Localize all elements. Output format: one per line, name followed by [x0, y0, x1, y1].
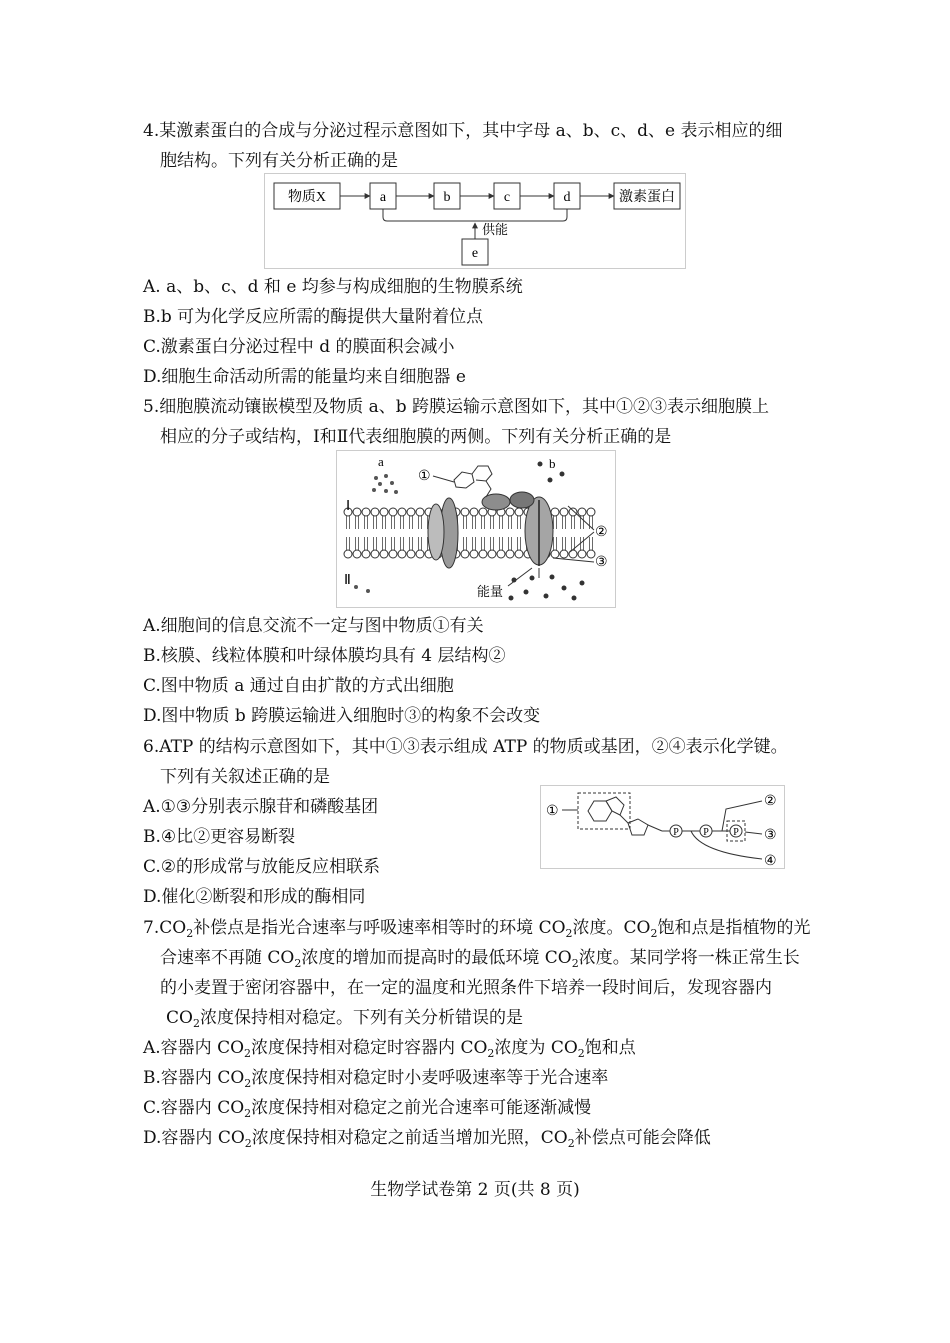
- q4-label-product: 激素蛋白: [619, 190, 675, 205]
- q5-option-a: A.细胞间的信息交流不一定与图中物质①有关: [143, 616, 484, 636]
- q6-p2: P: [703, 827, 709, 838]
- q4-option-c: C.激素蛋白分泌过程中 d 的膜面积会减小: [143, 337, 455, 357]
- lipid-head: [569, 508, 577, 516]
- lipid-head: [398, 550, 406, 558]
- q6-label-2: ②: [764, 794, 777, 809]
- lipid-head: [380, 508, 388, 516]
- lipid-head: [362, 550, 370, 558]
- q4-label-energy: 供能: [482, 222, 509, 237]
- lipid-head: [353, 550, 361, 558]
- lipid-head: [461, 508, 469, 516]
- lipid-head: [479, 550, 487, 558]
- lipid-head: [515, 550, 523, 558]
- lipid-head: [398, 508, 406, 516]
- q5-label-side2: Ⅱ: [344, 573, 351, 588]
- q5-option-b: B.核膜、线粒体膜和叶绿体膜均具有 4 层结构②: [143, 646, 506, 666]
- q6-option-b: B.④比②更容易断裂: [143, 827, 296, 847]
- lipid-head: [371, 508, 379, 516]
- lipid-head: [488, 550, 496, 558]
- q6-label-4: ④: [764, 854, 777, 869]
- lipid-head: [560, 550, 568, 558]
- q5-label-a: a: [378, 454, 384, 469]
- q6-option-c: C.②的形成常与放能反应相联系: [143, 857, 381, 877]
- lipid-head: [506, 550, 514, 558]
- lipid-head: [389, 550, 397, 558]
- q5-label-b: b: [549, 456, 556, 471]
- q7-stem-line1: $7.CO_2$补偿点是指光合速率与呼吸速率相等时的环境 $CO_2$浓度。$CO_2$饱和点是指植物的光: [143, 918, 811, 940]
- q5-label-side1: Ⅰ: [346, 499, 351, 514]
- lipid-head: [470, 508, 478, 516]
- q7-stem-line2: 合速率不再随 $CO_2$浓度的增加而提高时的最低环境 $CO_2$浓度。某同学将一株正常生长: [160, 948, 800, 970]
- lipid-head: [344, 550, 352, 558]
- lipid-head: [578, 550, 586, 558]
- lipid-head: [587, 508, 595, 516]
- lipid-head: [551, 508, 559, 516]
- q4-label-b: b: [443, 190, 451, 205]
- q5-option-d: D.图中物质 b 跨膜运输进入细胞时③的构象不会改变: [143, 706, 541, 726]
- q4-stem-line2: 胞结构。下列有关分析正确的是: [160, 151, 398, 171]
- q7-option-b: B.容器内 $CO_2$浓度保持相对稳定时小麦呼吸速率等于光合速率: [143, 1068, 609, 1090]
- q4-diagram: [264, 173, 686, 269]
- lipid-head: [551, 550, 559, 558]
- q5-option-c: C.图中物质 a 通过自由扩散的方式出细胞: [143, 676, 454, 696]
- q6-label-1: ①: [546, 804, 559, 819]
- q6-atp-diagram: [540, 785, 785, 869]
- q7-stem-line4: $CO_2$浓度保持相对稳定。下列有关分析错误的是: [166, 1008, 523, 1030]
- q4-option-b: B.b 可为化学反应所需的酶提供大量附着位点: [143, 307, 484, 327]
- q5-stem-line2: 相应的分子或结构，Ⅰ和Ⅱ代表细胞膜的两侧。下列有关分析正确的是: [160, 427, 672, 447]
- lipid-head: [587, 550, 595, 558]
- q5-label-energy: 能量: [477, 584, 504, 599]
- lipid-head: [470, 550, 478, 558]
- q4-label-e: e: [471, 246, 479, 261]
- lipid-head: [362, 508, 370, 516]
- q4-option-d: D.细胞生命活动所需的能量均来自细胞器 e: [143, 367, 466, 387]
- q6-p3: P: [733, 827, 739, 838]
- lipid-head: [371, 550, 379, 558]
- q4-label-a: a: [379, 190, 387, 205]
- q6-stem-line1: 6.ATP 的结构示意图如下，其中①③表示组成 ATP 的物质或基团，②④表示化学键。: [143, 737, 788, 757]
- lipid-head: [389, 508, 397, 516]
- page-footer: 生物学试卷第 2 页(共 8 页): [370, 1180, 580, 1200]
- lipid-head: [353, 508, 361, 516]
- q5-label-2: ②: [595, 525, 608, 540]
- q4-option-a: A. a、b、c、d 和 e 均参与构成细胞的生物膜系统: [143, 277, 523, 297]
- q6-option-a: A.①③分别表示腺苷和磷酸基团: [143, 797, 379, 817]
- q4-label-x: 物质X: [287, 190, 327, 205]
- lipid-head: [407, 508, 415, 516]
- q7-option-a: A.容器内 $CO_2$浓度保持相对稳定时容器内 $CO_2$浓度为 $CO_2$饱和点: [143, 1038, 636, 1060]
- lipid-head: [479, 508, 487, 516]
- q5-label-1: ①: [418, 469, 431, 484]
- q6-p1: P: [673, 827, 679, 838]
- q7-stem-line3: 的小麦置于密闭容器中，在一定的温度和光照条件下培养一段时间后，发现容器内: [160, 978, 772, 998]
- q6-label-3: ③: [764, 828, 777, 843]
- q6-option-d: D.催化②断裂和形成的酶相同: [143, 887, 366, 907]
- lipid-head: [506, 508, 514, 516]
- lipid-head: [578, 508, 586, 516]
- q4-label-d: d: [563, 190, 571, 205]
- lipid-head: [560, 508, 568, 516]
- q6-stem-line2: 下列有关叙述正确的是: [160, 767, 330, 787]
- q7-option-c: C.容器内 $CO_2$浓度保持相对稳定之前光合速率可能逐渐减慢: [143, 1098, 592, 1120]
- lipid-head: [461, 550, 469, 558]
- lipid-head: [407, 550, 415, 558]
- q4-label-c: c: [503, 190, 511, 205]
- lipid-head: [416, 550, 424, 558]
- q5-membrane-diagram: [336, 450, 616, 608]
- q4-stem-line1: 4.某激素蛋白的合成与分泌过程示意图如下，其中字母 a、b、c、d、e 表示相应的细: [143, 121, 783, 141]
- lipid-head: [497, 550, 505, 558]
- q7-option-d: D.容器内 $CO_2$浓度保持相对稳定之前适当增加光照，$CO_2$补偿点可能会降低: [143, 1128, 711, 1150]
- lipid-head: [380, 550, 388, 558]
- lipid-head: [515, 508, 523, 516]
- q5-stem-line1: 5.细胞膜流动镶嵌模型及物质 a、b 跨膜运输示意图如下，其中①②③表示细胞膜上: [143, 397, 770, 417]
- lipid-head: [416, 508, 424, 516]
- q5-label-3: ③: [595, 555, 608, 570]
